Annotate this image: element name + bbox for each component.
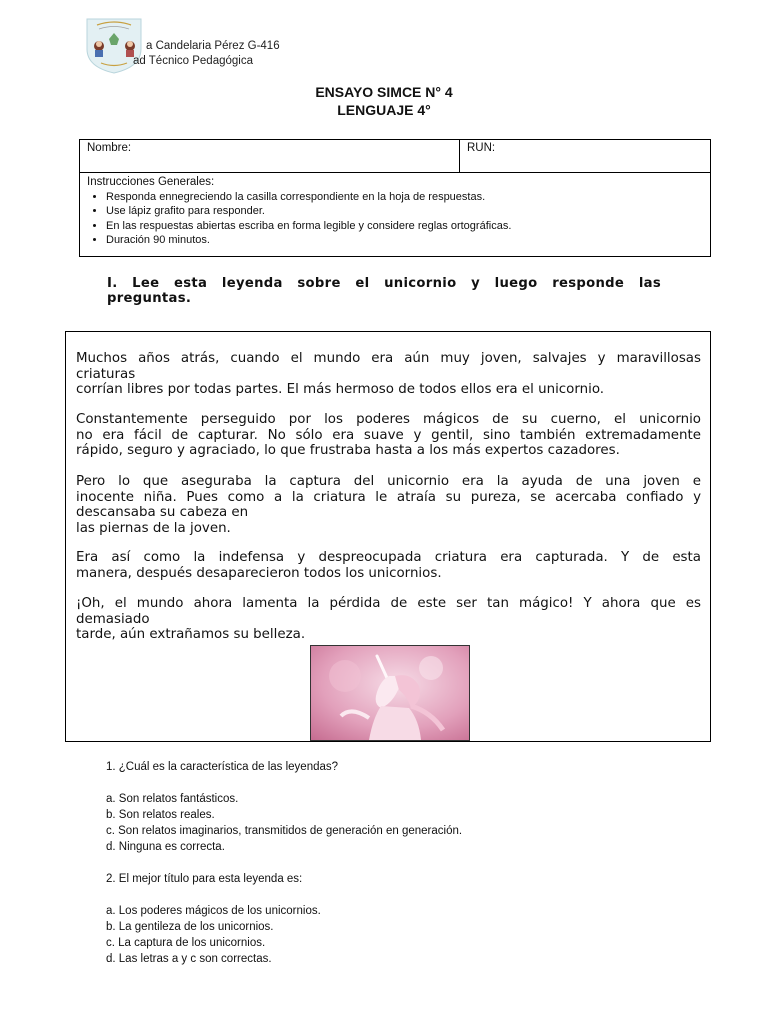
document-subtitle: LENGUAJE 4° <box>337 102 431 118</box>
passage-line: descansaba su cabeza en <box>76 505 249 520</box>
instruction-item: • Responda ennegreciendo la casilla correspondiente en la hoja de respuestas. <box>106 190 703 205</box>
passage-line: ¡Oh, el mundo ahora lamenta la pérdida de este ser tan mágico! Y ahora que es <box>76 596 701 611</box>
passage-line: demasiado <box>76 611 150 627</box>
passage-line: Constantemente perseguido por los poderes mágicos de su cuerno, el unicornio <box>76 412 701 427</box>
paragraph-5 <box>76 596 701 643</box>
passage-line: criaturas <box>76 366 136 382</box>
student-info-table <box>79 139 711 257</box>
answer-option[interactable]: d. Ninguna es correcta. <box>106 841 225 853</box>
run-field[interactable] <box>460 140 710 172</box>
instruction-item: • En las respuestas abiertas escriba en forma legible y considere reglas ortográficas. <box>106 219 703 234</box>
answer-option[interactable]: b. Son relatos reales. <box>106 809 215 821</box>
passage-line: inocente niña. Pues como a la criatura le atraía su pureza, se acercaba confiado y <box>76 489 701 505</box>
unicorn-image <box>310 645 470 741</box>
passage-line: las piernas de la joven. <box>76 520 231 536</box>
paragraph-3 <box>76 474 701 536</box>
answer-option[interactable]: a. Son relatos fantásticos. <box>106 793 239 805</box>
paragraph-4 <box>76 550 701 581</box>
passage-line: Muchos años atrás, cuando el mundo era aún muy joven, salvajes y maravillosas <box>76 351 701 366</box>
section-heading <box>107 276 661 306</box>
question-stem: 2. El mejor título para esta leyenda es: <box>106 873 303 885</box>
section-heading-line1: I. Lee esta leyenda sobre el unicornio y luego responde las <box>107 276 661 291</box>
answer-option[interactable]: d. Las letras a y c son correctas. <box>106 953 272 965</box>
run-label: RUN: <box>467 142 496 154</box>
instruction-item: • Use lápiz grafito para responder. <box>106 204 703 219</box>
passage-line: rápido, seguro y agraciado, lo que frustraba hasta a los más expertos cazadores. <box>76 443 620 458</box>
passage-line: manera, después desaparecieron todos los unicornios. <box>76 565 442 581</box>
answer-option[interactable]: c. La captura de los unicornios. <box>106 937 266 949</box>
student-info-row <box>80 140 710 173</box>
question-2-options <box>106 903 321 967</box>
school-header <box>133 39 280 69</box>
passage-line: Era así como la indefensa y despreocupada criatura era capturada. Y de esta <box>76 550 701 565</box>
paragraph-2 <box>76 412 701 459</box>
instructions-list <box>87 190 703 248</box>
school-name: a Candelaria Pérez G-416 <box>146 40 280 52</box>
section-heading-line2: preguntas. <box>107 291 192 306</box>
question-2 <box>106 871 302 887</box>
reading-passage-box <box>65 331 711 742</box>
question-stem: 1. ¿Cuál es la característica de las leyendas? <box>106 761 339 773</box>
passage-line: no era fácil de capturar. No sólo era suave y gentil, sino también extremadamente <box>76 427 701 443</box>
passage-line: corrían libres por todas partes. El más hermoso de todos ellos era el unicornio. <box>76 382 605 397</box>
passage-line: tarde, aún extrañamos su belleza. <box>76 627 306 642</box>
answer-option[interactable]: c. Son relatos imaginarios, transmitidos de generación en generación. <box>106 825 463 837</box>
name-field[interactable] <box>80 140 460 172</box>
instructions-block <box>80 173 710 250</box>
school-unit: ad Técnico Pedagógica <box>133 55 253 67</box>
document-title: ENSAYO SIMCE N° 4 <box>315 84 453 100</box>
instructions-heading: Instrucciones Generales: <box>87 176 215 188</box>
answer-option[interactable]: b. La gentileza de los unicornios. <box>106 921 274 933</box>
paragraph-1 <box>76 351 701 398</box>
passage-line: Pero lo que aseguraba la captura del unicornio era la ayuda de una joven e <box>76 474 701 489</box>
answer-option[interactable]: a. Los poderes mágicos de los unicornios. <box>106 905 321 917</box>
question-1-options <box>106 791 462 855</box>
name-label: Nombre: <box>87 142 132 154</box>
instruction-item: • Duración 90 minutos. <box>106 233 703 248</box>
question-1 <box>106 759 338 775</box>
